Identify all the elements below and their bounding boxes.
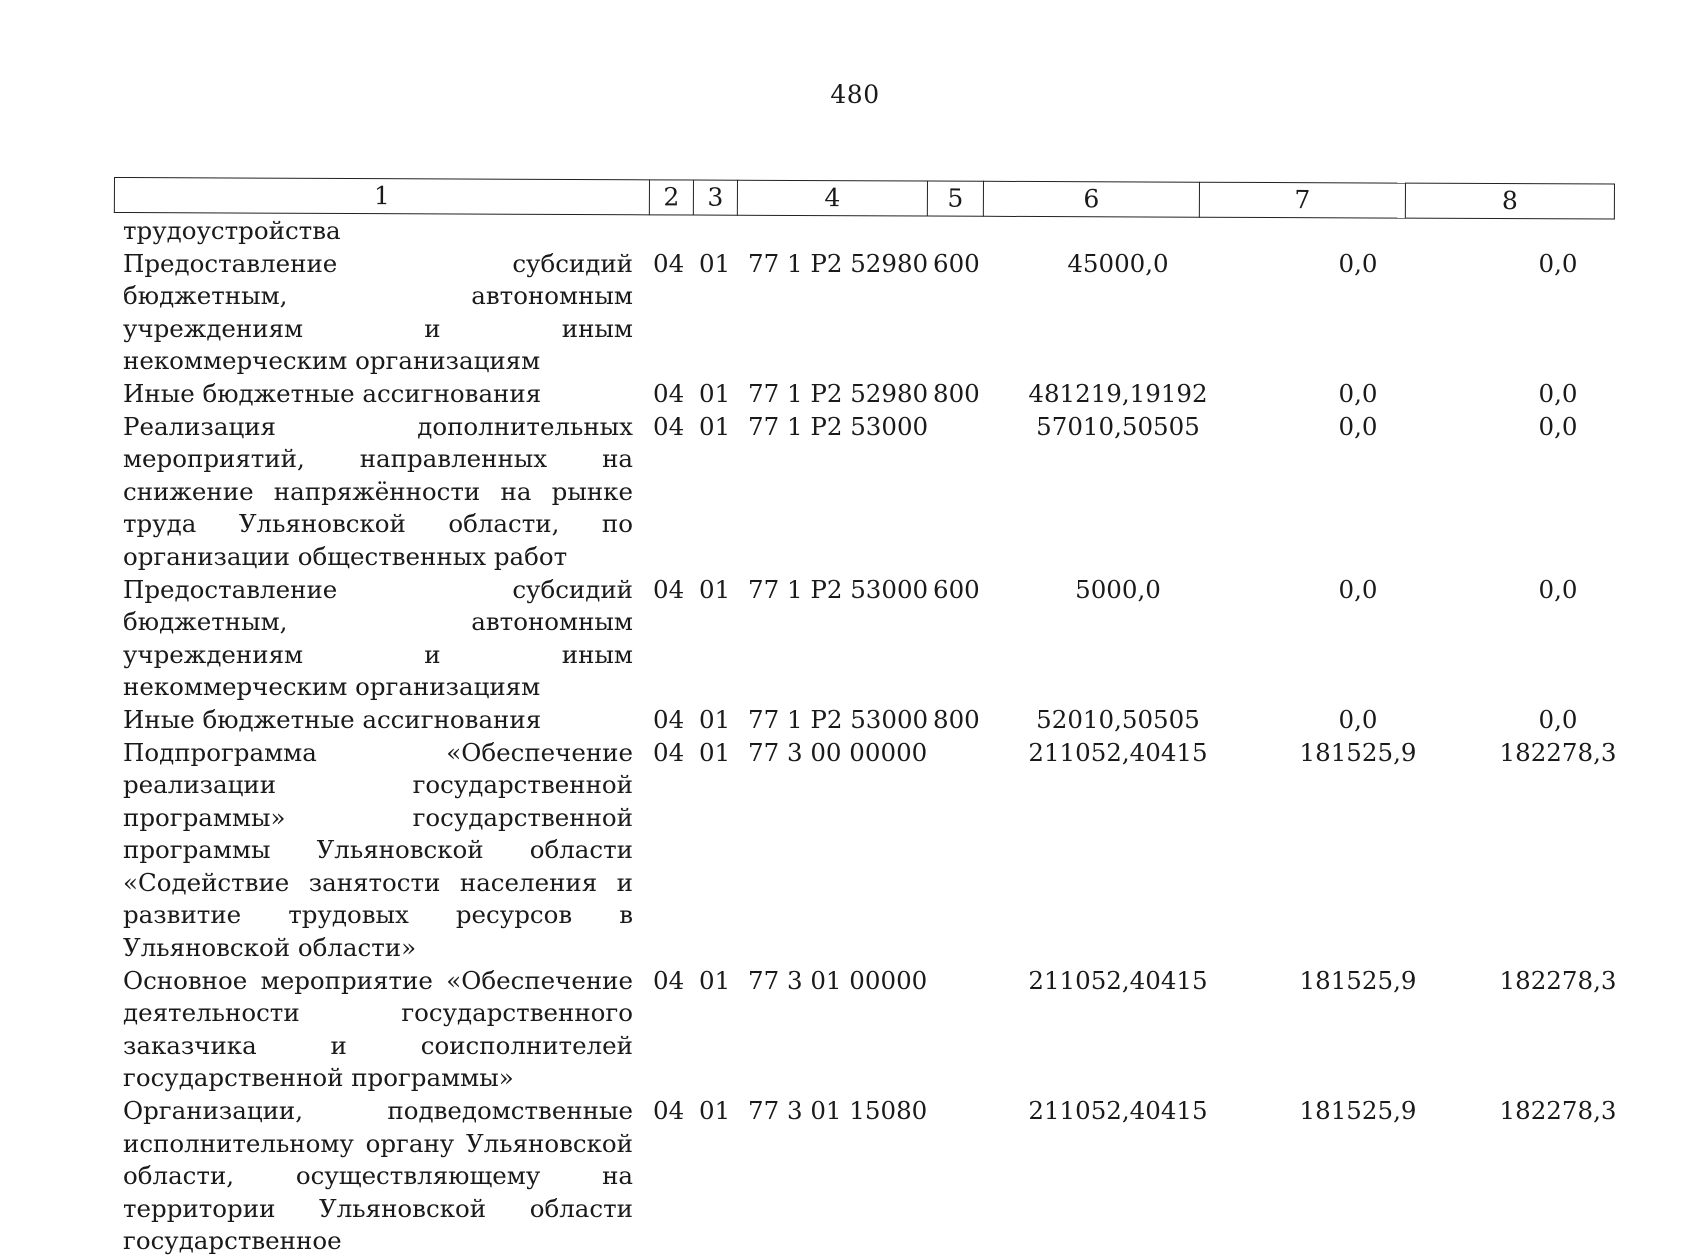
amount-col-8: 182278,3 [1499,1096,1617,1126]
amount-col-7: 0,0 [1338,704,1378,734]
amount-col-8: 0,0 [1538,411,1578,441]
subsection-code: 01 [699,248,731,278]
amount-col-7: 0,0 [1338,248,1378,278]
target-article-code: 77 3 01 00000 [748,965,928,995]
section-code: 04 [653,248,685,278]
amount-col-8: 182278,3 [1499,965,1617,995]
section-code: 04 [653,574,685,604]
amount-col-7: 0,0 [1338,574,1378,604]
subsection-code: 01 [699,574,731,604]
page-number: 480 [830,80,880,109]
row-description: Иные бюджетные ассигнования [123,378,542,408]
target-article-code: 77 3 01 15080 [748,1096,928,1126]
budget-table-body [123,215,1623,1258]
column-header-1: 1 [114,178,649,215]
target-article-code: 77 1 P2 53000 [748,574,929,604]
table-row [123,574,1623,704]
subsection-code: 01 [699,411,731,441]
amount-col-6: 57010,50505 [1036,411,1200,441]
table-row [123,378,1623,411]
amount-col-7: 181525,9 [1299,1096,1417,1126]
amount-col-6: 211052,40415 [1028,737,1208,767]
table-row [123,248,1623,378]
column-header-6: 6 [983,181,1199,217]
amount-col-7: 181525,9 [1299,965,1417,995]
column-header-2: 2 [649,180,693,215]
row-description: Иные бюджетные ассигнования [123,704,542,734]
table-row [123,1095,1623,1258]
row-description: Предоставление субсидий бюджетным, автономным учреждениям и иным некоммерческим организациям [123,248,633,376]
section-code: 04 [653,704,685,734]
column-header-3: 3 [693,180,737,215]
column-header-4: 4 [737,180,927,216]
table-row [123,965,1623,1095]
section-code: 04 [653,411,685,441]
amount-col-6: 211052,40415 [1028,1096,1208,1126]
target-article-code: 77 3 00 00000 [748,737,928,767]
amount-col-8: 0,0 [1538,248,1578,278]
target-article-code: 77 1 P2 52980 [748,378,929,408]
subsection-code: 01 [699,737,731,767]
amount-col-8: 0,0 [1538,704,1578,734]
column-header-table [114,177,1615,220]
row-description: Основное мероприятие «Обеспечение деятельности государственного заказчика и соисполнителей государственной программы» [123,965,633,1093]
subsection-code: 01 [699,965,731,995]
amount-col-7: 0,0 [1338,411,1378,441]
column-header-5: 5 [927,181,983,216]
column-header-row [114,178,1614,220]
continuation-row [123,215,1623,248]
amount-col-8: 0,0 [1538,574,1578,604]
continuation-text: трудоустройства [123,216,341,245]
amount-col-6: 45000,0 [1067,248,1169,278]
amount-col-6: 5000,0 [1075,574,1161,604]
subsection-code: 01 [699,704,731,734]
section-code: 04 [653,737,685,767]
table-row [123,737,1623,965]
table-row [123,411,1623,574]
column-header-8: 8 [1405,183,1614,219]
row-description: Подпрограмма «Обеспечение реализации государственной программы» государственной программы Ульяновской области «Содействие занятости населения и развитие трудовых ресурсов в Ульяновской области» [123,737,633,963]
amount-col-6: 211052,40415 [1028,965,1208,995]
row-description: Организации, подведомственные исполнительному органу Ульяновской области, осуществляющему на территории Ульяновской области государственное [123,1096,633,1256]
expense-type-code: 600 [933,248,980,278]
amount-col-7: 0,0 [1338,378,1378,408]
subsection-code: 01 [699,1096,731,1126]
section-code: 04 [653,1096,685,1126]
target-article-code: 77 1 P2 52980 [748,248,929,278]
target-article-code: 77 1 P2 53000 [748,704,929,734]
expense-type-code: 800 [933,378,980,408]
section-code: 04 [653,378,685,408]
expense-type-code: 800 [933,704,980,734]
section-code: 04 [653,965,685,995]
amount-col-7: 181525,9 [1299,737,1417,767]
amount-col-6: 52010,50505 [1036,704,1200,734]
row-description: Реализация дополнительных мероприятий, направленных на снижение напряжённости на рынке труда Ульяновской области, по организации общественных работ [123,411,633,571]
amount-col-8: 182278,3 [1499,737,1617,767]
amount-col-8: 0,0 [1538,378,1578,408]
table-row [123,704,1623,737]
expense-type-code: 600 [933,574,980,604]
column-header-7: 7 [1199,182,1405,218]
target-article-code: 77 1 P2 53000 [748,411,929,441]
amount-col-6: 481219,19192 [1028,378,1208,408]
subsection-code: 01 [699,378,731,408]
row-description: Предоставление субсидий бюджетным, автономным учреждениям и иным некоммерческим организациям [123,574,633,702]
